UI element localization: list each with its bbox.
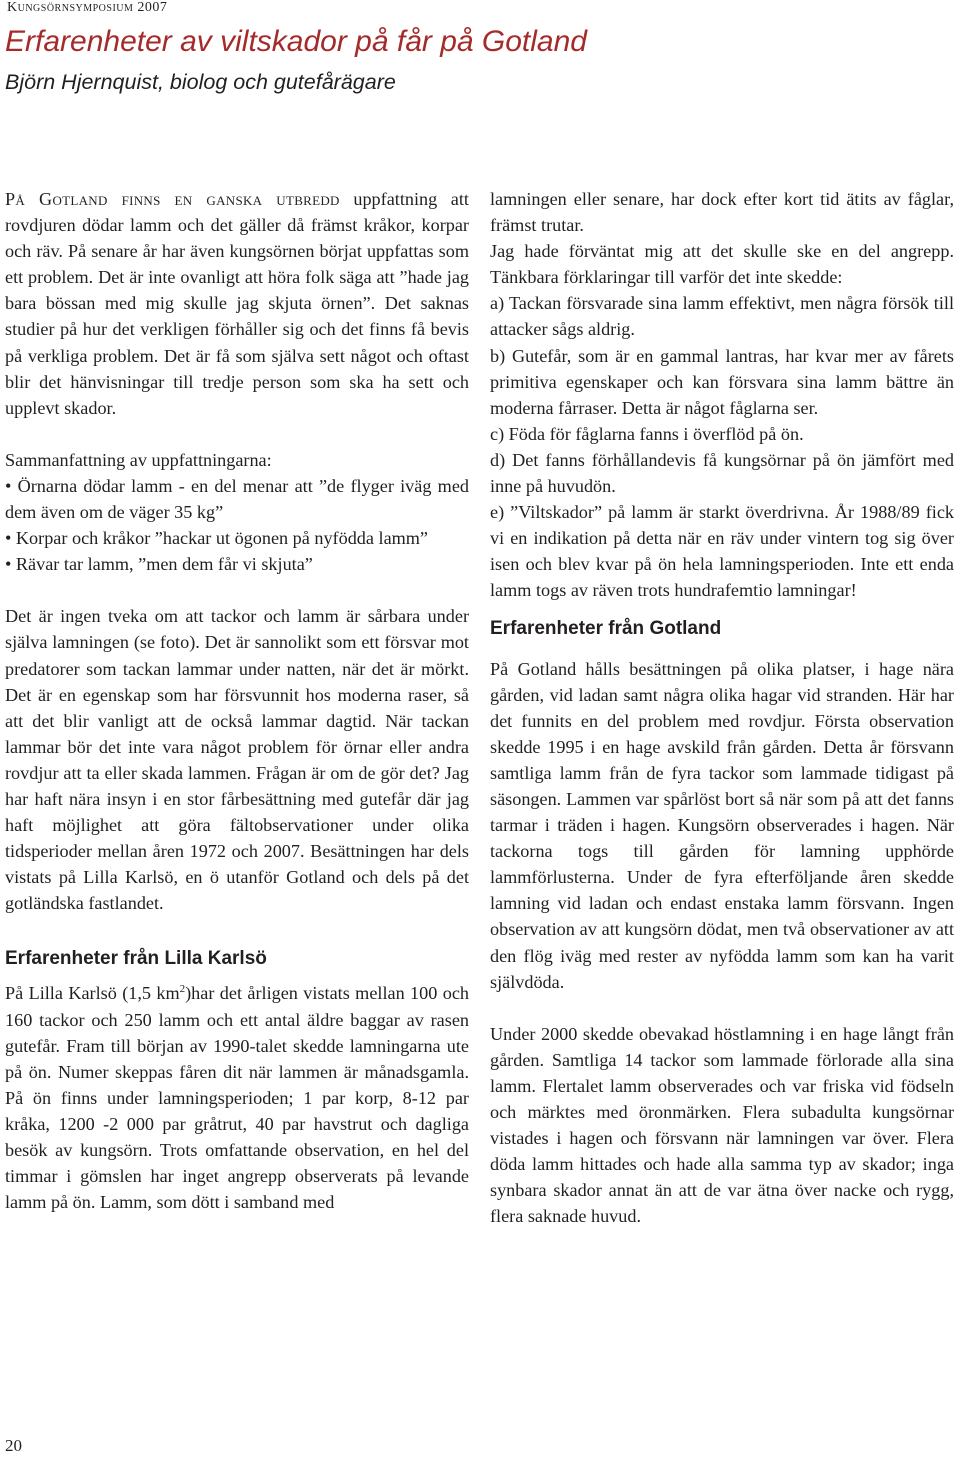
- running-head: Kungsörnsymposium 2007: [7, 0, 168, 15]
- text-run: )har det årligen vistats mellan 100 och 160 tackor och 250 lamm och ett antal äldre baggar av rasen gutefår. Fram till början av 1990-talet skedde lamningarna ute på ön. Numer skeppas fåren dit när lammen är månadsgamla. På ön finns under lamningsperioden; 1 par korp, 8-12 par kråka, 1200 -2 000 par gråtrut, 40 par havstrut och dagliga besök av kungsörn. Trots omfattande observation, en hel del timmar i gömslen har inget angrepp observerats på levande lamm på ön. Lamm, som dött i samband med: [5, 983, 469, 1213]
- article-title: Erfarenheter av viltskador på får på Gotland: [5, 25, 587, 58]
- body-paragraph: lamningen eller senare, har dock efter kort tid ätits av fåglar, främst trutar.: [490, 189, 954, 236]
- article-subtitle: Björn Hjernquist, biolog och gutefårägare: [5, 70, 396, 94]
- explanation-item: b) Gutefår, som är en gammal lantras, har kvar mer av fårets primitiva egenskaper och kan försvara sina lamm bättre än moderna fårraser. Detta är något fåglarna ser.: [490, 345, 954, 418]
- explanation-item: d) Det fanns förhållandevis få kungsörnar på ön jämfört med inne på huvudön.: [490, 449, 954, 497]
- explanation-item: a) Tackan försvarade sina lamm effektivt, men några försök till attacker sågs aldrig.: [490, 293, 954, 340]
- left-column: [5, 186, 469, 1215]
- bullet-item: • Örnarna dödar lamm - en del menar att ”de flyger iväg med dem även om de väger 35 kg”: [5, 473, 469, 525]
- page-number: 20: [5, 1436, 22, 1455]
- body-paragraph: Det är ingen tveka om att tackor och lamm är sårbara under själva lamningen (se foto). Det är sannolikt som ett försvar mot predatorer som tackan lammar under natten, när det är mörkt. Det är en egenskap som har försvunnit hos moderna raser, så att det blir vanligt att de också lammar dagtid. När tackan lammar bör det inte vara något problem för örnar eller andra rovdjur att ta eller skada lammen. Frågan är om de gör det? Jag har haft nära insyn i en stor fårbesättning med gutefår där jag haft möjlighet att göra fältobservationer under olika tidsperioder mellan åren 1972 och 2007. Besättningen har dels vistats på Lilla Karlsö, en ö utanför Gotland och dels på det gotländska fastlandet.: [5, 606, 469, 914]
- explanation-item: c) Föda för fåglarna fanns i överflöd på ön.: [490, 423, 804, 444]
- intro-smallcaps: På Gotland finns en ganska utbredd: [5, 189, 340, 209]
- body-paragraph: Under 2000 skedde obevakad höstlamning i en hage långt från gården. Samtliga 14 tackor som lammade förlorade alla sina lamm. Flertalet lamm observerades och var friska vid födseln och märktes med öronmärken. Flera subadulta kungsörnar vistades i hagen och försvann när lamningen var över. Flera döda lamm hittades och hade alla samma typ av skador; inga synbara skador annat än att de var ätna över nacke och rygg, flera saknade huvud.: [490, 1023, 954, 1227]
- superscript: 2: [179, 983, 186, 996]
- summary-heading: Sammanfattning av uppfattningarna:: [5, 449, 272, 470]
- right-column: [490, 186, 954, 1229]
- body-paragraph: [5, 980, 469, 1215]
- body-paragraph: Jag hade förväntat mig att det skulle ske en del angrepp. Tänkbara förklaringar till varför det inte skedde:: [490, 241, 954, 288]
- section-heading-gotland: Erfarenheter från Gotland: [490, 617, 722, 639]
- explanation-item: e) ”Viltskador” på lamm är starkt överdrivna. År 1988/89 fick vi en indikation på detta när en räv under vintern tog sig över isen och blev kvar på ön hela lamningsperioden. Inte ett enda lamm togs av räven trots hundrafemtio lamningar!: [490, 502, 954, 601]
- text-run: På Lilla Karlsö (1,5 km: [5, 983, 180, 1004]
- section-heading-lilla-karlso: Erfarenheter från Lilla Karlsö: [5, 948, 267, 970]
- intro-paragraph: [5, 186, 469, 421]
- body-paragraph: På Gotland hålls besättningen på olika platser, i hage nära gården, vid ladan samt några olika hagar vid stranden. Här har det funnits en del problem med rovdjur. Första observation skedde 1995 i en hage avskild från gården. Detta år försvann samtliga lamm från de fyra tackor som lammade tidigast på säsongen. Lammen var spårlöst bort så när som på att det fanns tarmar i träden i hagen. Kungsörn observerades i hagen. När tackorna togs till gården för lamning upphörde lammförlusterna. Under de fyra efterföljande åren skedde lamning vid ladan och endast enstaka lamm försvann. Ingen observation av att kungsörn dödat, men två observationer av att den flög iväg med rester av nyfödda lamm som kan ha varit självdöda.: [490, 658, 954, 992]
- bullet-item: • Korpar och kråkor ”hackar ut ögonen på nyfödda lamm”: [5, 525, 469, 551]
- intro-text: uppfattning att rovdjuren dödar lamm och det gäller då främst kråkor, korpar och räv. På senare år har även kungsörnen börjat uppfattas som ett problem. Det är inte ovanligt att höra folk säga att ”hade jag bara bössan med mig skulle jag skjuta örnen”. Det saknas studier på hur det verkligen förhåller sig och det finns få bevis på verkliga problem. Det är få som själva sett något och oftast blir det hänvisningar till tredje person som ska ha sett och upplevt skador.: [5, 189, 469, 418]
- bullet-item: • Rävar tar lamm, ”men dem får vi skjuta”: [5, 551, 469, 577]
